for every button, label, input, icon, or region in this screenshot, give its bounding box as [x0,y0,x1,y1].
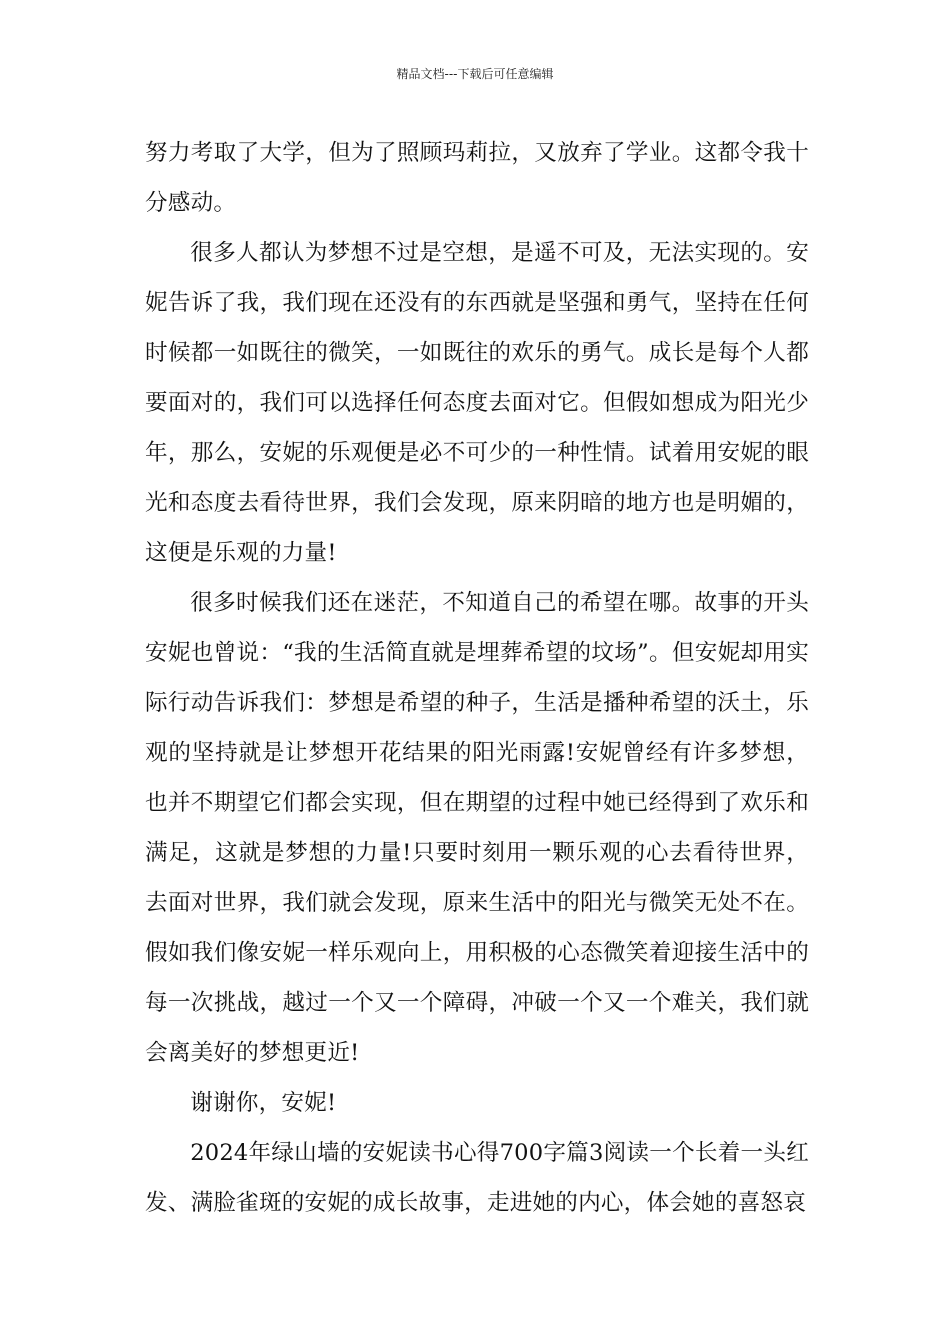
paragraph-4: 谢谢你，安妮! [190,1090,337,1116]
paragraph-1: 努力考取了大学，但为了照顾玛莉拉，又放弃了学业。这都令我十分感动。 [145,140,809,216]
paragraph-5: 2024年绿山墙的安妮读书心得700字篇3阅读一个长着一头红发、满脸雀斑的安妮的成长故事，走进她的内心，体会她的喜怒哀 [145,1140,809,1216]
paragraph-2: 很多人都认为梦想不过是空想，是遥不可及，无法实现的。安妮告诉了我，我们现在还没有的东西就是坚强和勇气，坚持在任何时候都一如既往的微笑，一如既往的欢乐的勇气。成长是每个人都要面对的，我们可以选择任何态度去面对它。但假如想成为阳光少年，那么，安妮的乐观便是必不可少的一种性情。试着用安妮的眼光和态度去看待世界，我们会发现，原来阴暗的地方也是明媚的，这便是乐观的力量! [145,240,809,566]
document-body [145,128,809,1228]
paragraph-3: 很多时候我们还在迷茫，不知道自己的希望在哪。故事的开头安妮也曾说：“我的生活简直就是埋葬希望的坟场”。但安妮却用实际行动告诉我们：梦想是希望的种子，生活是播种希望的沃土，乐观的坚持就是让梦想开花结果的阳光雨露!安妮曾经有许多梦想，也并不期望它们都会实现，但在期望的过程中她已经得到了欢乐和满足，这就是梦想的力量!只要时刻用一颗乐观的心去看待世界，去面对世界，我们就会发现，原来生活中的阳光与微笑无处不在。假如我们像安妮一样乐观向上，用积极的心态微笑着迎接生活中的每一次挑战，越过一个又一个障碍，冲破一个又一个难关，我们就会离美好的梦想更近! [145,590,809,1066]
page-header: 精品文档---下载后可任意编辑 [396,67,554,81]
